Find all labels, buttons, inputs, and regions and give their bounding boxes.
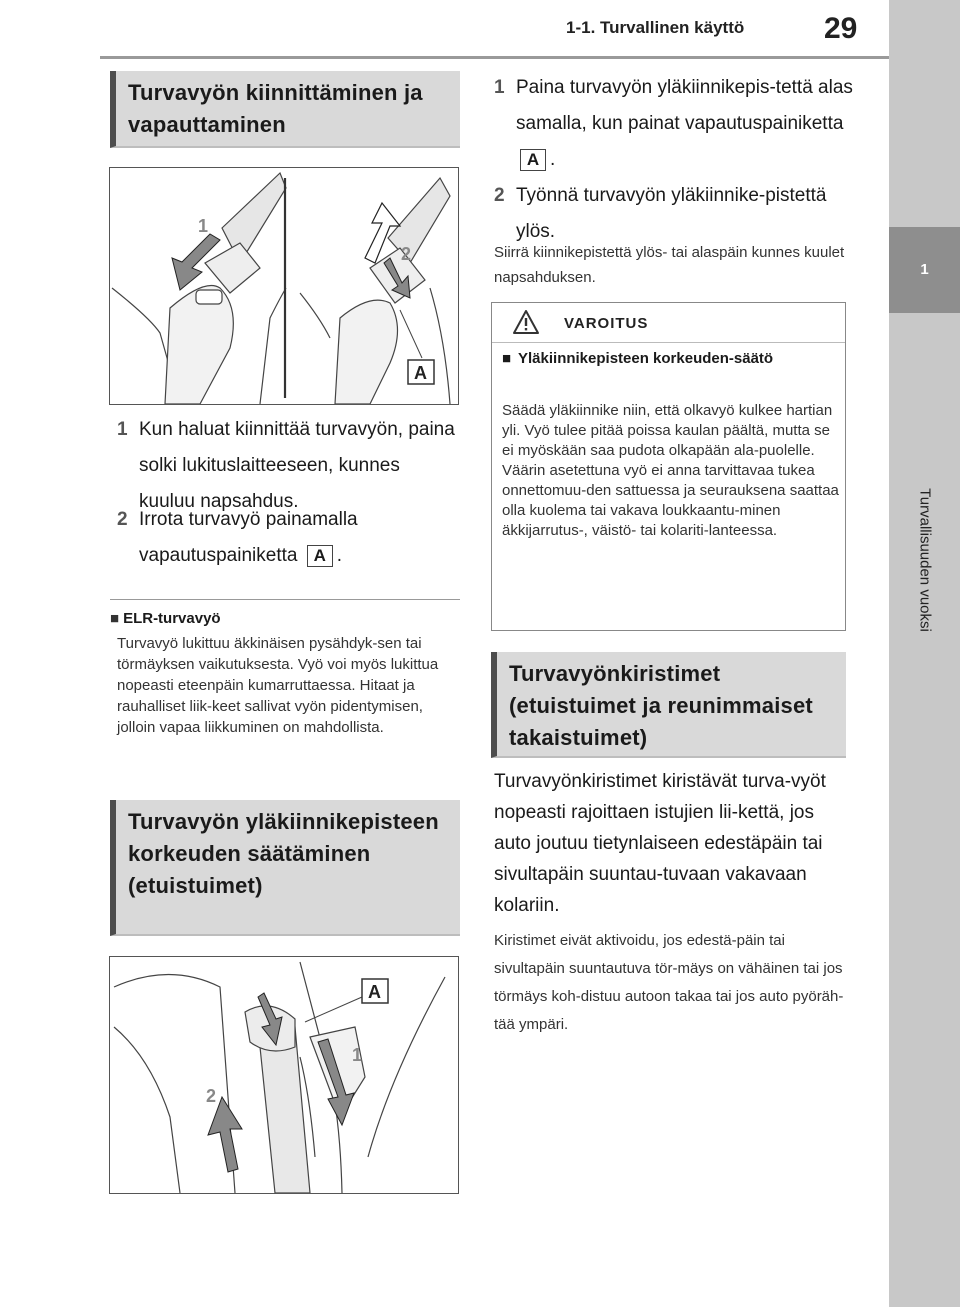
figure-fastening-belt bbox=[109, 167, 459, 405]
section-divider bbox=[110, 599, 460, 600]
bullet-square-icon: ■ bbox=[502, 350, 512, 367]
warning-subheading: ■ Yläkiinnikepisteen korkeuden-säätö bbox=[502, 350, 774, 367]
chapter-vertical-label: Turvallisuuden vuoksi bbox=[916, 488, 934, 632]
step-text: Paina turvavyön yläkiinnikepis-tettä alas samalla, kun painat vapautuspainiketta bbox=[516, 77, 853, 134]
figure2-label-1: 1 bbox=[352, 1045, 363, 1065]
belt-buckle-illustration bbox=[110, 168, 458, 404]
callout-box-a: A bbox=[307, 545, 333, 567]
warning-box bbox=[491, 302, 846, 631]
adjust-note: Siirrä kiinnikepistettä ylös- tai alaspäin kunnes kuulet napsahduksen. bbox=[494, 244, 845, 286]
callout-box-a: A bbox=[520, 149, 546, 171]
step-number: 2 bbox=[494, 185, 505, 206]
step-text-end: . bbox=[550, 149, 556, 170]
pretensioner-note: Kiristimet eivät aktivoidu, jos edestä-päin tai sivultapäin suuntautuva tör-mäys on vähäinen tai jos törmäys koh-distuu autoon takaa tai jos auto pyöräh-tää ympäri. bbox=[494, 932, 844, 1033]
step-text-end: . bbox=[336, 545, 343, 566]
header-rule bbox=[100, 56, 889, 59]
warning-title: VAROITUS bbox=[564, 315, 649, 332]
warning-header bbox=[492, 303, 845, 343]
figure1-label-a: A bbox=[414, 363, 427, 383]
step-text: Kun haluat kiinnittää turvavyön, paina solki lukituslaitteeseen, kunnes kuuluu napsahdus. bbox=[139, 419, 455, 512]
elr-text: Turvavyö lukittuu äkkinäisen pysähdyk-sen tai törmäyksen vaikutuksesta. Vyö voi myös lukittua nopeasti eteenpäin kumarruttaessa. Hitaat ja rauhalliset liik-keet sallivat vyön pidentymisen, jolloin vapaa liikkuminen on mahdollista. bbox=[117, 635, 439, 736]
anchor-adjust-illustration bbox=[110, 957, 458, 1193]
chapter-tab[interactable]: 1 bbox=[889, 227, 960, 313]
step-number: 2 bbox=[117, 509, 128, 530]
figure2-label-2: 2 bbox=[206, 1086, 217, 1106]
pretensioner-body: Turvavyönkiristimet kiristävät turva-vyöt nopeasti rajoittaen istujien lii-kettä, jos auto joutuu tietynlaiseen edestäpäin tai sivultapäin suuntau-tuvaan vakavaan kolariin. bbox=[494, 771, 826, 916]
section-heading-anchor-adjust: Turvavyön yläkiinnikepisteen korkeuden säätäminen (etuistuimet) bbox=[110, 800, 460, 936]
warning-text: Säädä yläkiinnike niin, että olkavyö kulkee hartian yli. Vyö tulee pitää poissa kaulan päältä, mutta se ei myöskään saa pudota olkapään ala-puolelle. Väärin asetettuna vyö ei anna tarvittavaa tukea onnettomuu-den sattuessa ja seurauksena saattaa olla kuolema tai vakava loukkaantu-minen äkkijarrutus-, väistö- tai kolariti-lanteessa. bbox=[502, 402, 839, 539]
warning-triangle-icon bbox=[512, 309, 540, 335]
page-number: 29 bbox=[824, 12, 858, 45]
running-header-title: 1-1. Turvallinen käyttö bbox=[566, 18, 745, 37]
figure1-label-2: 2 bbox=[401, 244, 412, 264]
step-release bbox=[117, 502, 457, 574]
bullet-square-icon: ■ bbox=[110, 610, 120, 627]
figure-anchor-adjust bbox=[109, 956, 459, 1194]
section-heading-pretensioners: Turvavyönkiristimet (etuistuimet ja reunimmaiset takaistuimet) bbox=[491, 652, 846, 758]
step-number: 1 bbox=[494, 77, 505, 98]
step-text: Työnnä turvavyön yläkiinnike-pistettä ylös. bbox=[516, 185, 827, 242]
figure2-label-a: A bbox=[368, 982, 381, 1002]
step-press-anchor bbox=[494, 70, 854, 178]
step-text: Irrota turvavyö painamalla vapautuspainiketta bbox=[139, 509, 358, 566]
section-heading-fastening: Turvavyön kiinnittäminen ja vapauttaminen bbox=[110, 71, 460, 148]
figure1-label-1: 1 bbox=[198, 216, 209, 236]
chapter-sidebar bbox=[889, 0, 960, 1307]
elr-heading: ■ ELR-turvavyö bbox=[110, 610, 221, 627]
step-number: 1 bbox=[117, 419, 128, 440]
